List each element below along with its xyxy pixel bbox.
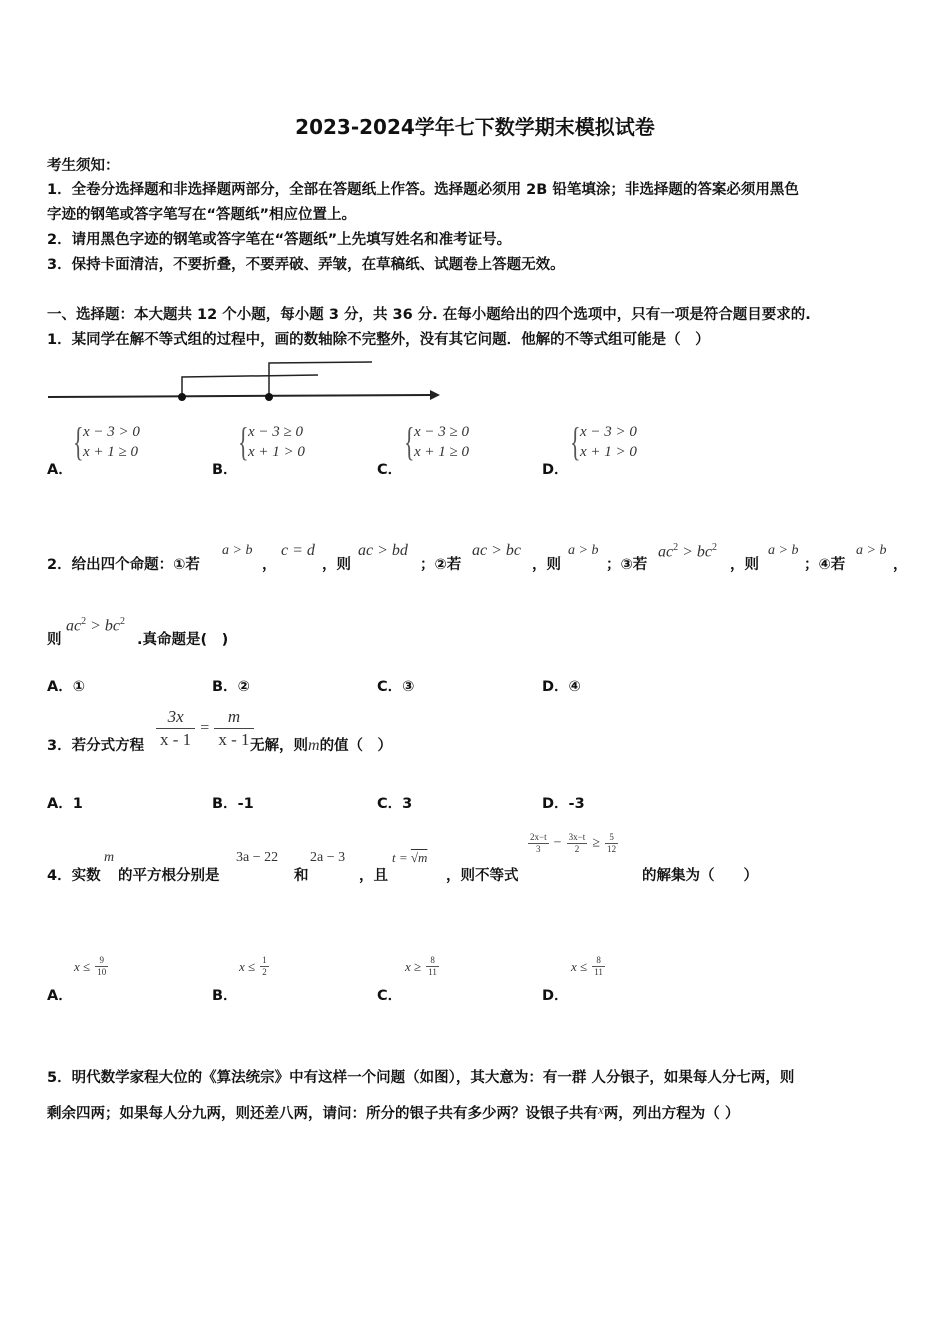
q2-text: ， [262,557,277,573]
denominator: 11 [428,967,437,977]
q2-text: ，则 [322,557,351,573]
option-value: 1 [72,796,83,812]
brace-icon: { [73,419,84,464]
exponent: 2 [712,542,718,553]
math-part: ac [658,543,674,561]
fraction [605,832,618,855]
q3-option-a[interactable] [47,792,83,813]
q2-math: a > b [768,543,799,558]
q4-option-c-value[interactable] [405,955,439,978]
option-value: -1 [237,796,254,812]
q2-math-ac2-final [66,616,125,635]
question-2-text-1: 2．给出四个命题：①若 [47,557,200,573]
q4-t-def [392,850,427,866]
system-line: x − 3 ≥ 0 [414,424,470,440]
q2-option-c[interactable] [377,675,414,696]
equals-sign: = [200,719,210,737]
q1-option-c-system[interactable] [404,419,470,464]
question-4-text-1: 4．实数 [47,868,101,884]
q4-option-c-label: C． [377,988,403,1004]
q2-text: ， [893,557,908,573]
notice-heading: 考生须知： [47,158,120,174]
denominator: x - 1 [160,730,192,749]
numerator: 5 [605,832,618,844]
option-label: D． [542,679,569,695]
q2-text: ；④若 [804,557,846,573]
brace-icon: { [238,419,249,464]
q4-option-d-value[interactable] [571,955,605,978]
q4-text: ，且 [359,868,388,884]
q3-equation [156,706,254,751]
page-title: 2023-2024学年七下数学期末模拟试卷 [295,115,655,139]
solution-bracket-1 [182,375,318,397]
numerator: 8 [592,955,605,967]
fraction [426,955,439,978]
q4-option-a-value[interactable] [74,955,108,978]
exponent: 2 [120,616,126,627]
system-line: x + 1 > 0 [580,444,637,460]
brace-icon: { [570,419,581,464]
number-line-figure [44,355,444,407]
numerator: m [214,706,253,729]
solution-bracket-2 [269,362,372,397]
fraction [528,832,549,855]
relation: x ≥ [405,959,422,974]
option-value: ③ [402,679,415,695]
question-1-stem: 1．某同学在解不等式组的过程中，画的数轴除不完整外，没有其它问题．他解的不等式组可能是（ ） [47,332,710,348]
q2-math: ac > bc [472,542,521,559]
q2-text: .真命题是( ) [137,632,229,648]
system-line: x + 1 ≥ 0 [83,444,139,460]
denominator: 3 [536,844,541,854]
q3-text-part: 的值（ ） [319,738,393,754]
fraction [156,706,195,751]
math-part: ac [66,617,82,635]
q3-text [250,734,392,755]
q1-option-b-label: B． [212,462,238,478]
number-line-axis [48,395,430,397]
q4-text: ，则不等式 [446,868,519,884]
option-label: A． [47,796,73,812]
q1-option-d-label: D． [542,462,569,478]
option-value: ② [237,679,250,695]
q5-var-x: x [598,1102,604,1117]
relation: x ≤ [74,959,91,974]
fraction [592,955,605,978]
exponent: 2 [81,616,87,627]
brace-icon: { [404,419,415,464]
numerator: 2x−t [530,832,547,842]
question-5-line-2 [47,1102,739,1123]
q2-text: ，则 [730,557,759,573]
denominator: x - 1 [218,730,250,749]
q3-option-c[interactable] [377,792,412,813]
option-label: B． [212,679,238,695]
numerator: 3x [156,706,195,729]
q1-option-a-label: A． [47,462,73,478]
option-label: C． [377,796,403,812]
q3-option-b[interactable] [212,792,254,813]
q2-math: a > b [856,543,887,558]
option-label: B． [212,796,238,812]
q4-text: 的解集为（ ） [642,868,758,884]
system-line: x + 1 > 0 [248,444,305,460]
q2-text: 则 [47,632,62,648]
system-line: x − 3 > 0 [83,424,140,440]
q5-text-part: 两，列出方程为（ ） [603,1106,740,1122]
q2-text: ，则 [532,557,561,573]
q2-text: ；②若 [420,557,462,573]
q3-var-m: m [308,737,320,754]
option-label: C． [377,679,403,695]
fraction [567,832,588,855]
question-3-text-1: 3．若分式方程 [47,738,145,754]
q2-option-a[interactable] [47,675,85,696]
q1-option-a-system[interactable] [73,419,140,464]
ge-sign: ≥ [592,835,601,851]
q4-text: 的平方根分别是 [118,868,220,884]
exponent: 2 [673,542,679,553]
relation: x ≤ [239,959,256,974]
minus-sign: − [553,835,562,851]
point-dot-2 [265,393,273,401]
q4-option-b-value[interactable] [239,955,269,978]
q2-math: a > b [568,543,599,558]
q4-inequality [528,832,618,855]
q4-option-d-label: D． [542,988,569,1004]
fraction [95,955,108,978]
section-heading: 一、选择题：本大题共 12 个小题，每小题 3 分，共 36 分. 在每小题给出的四个选项中，只有一项是符合题目要求的. [47,307,811,323]
option-value: 3 [402,796,413,812]
q2-math: c = d [281,542,315,559]
option-label: D． [542,796,569,812]
sqrt-icon: √m [410,850,428,865]
question-5-line-1: 5．明代数学家程大位的《算法统宗》中有这样一个问题（如图），其大意为：有一群 人分银子，如果每人分七两，则 [47,1070,795,1086]
q2-option-d[interactable] [542,675,581,696]
q2-option-b[interactable] [212,675,250,696]
q3-option-d[interactable] [542,792,585,813]
option-value: ④ [568,679,581,695]
denominator: 2 [574,844,580,854]
numerator: 9 [95,955,108,967]
q4-option-b-label: B． [212,988,238,1004]
notice-item-1: 1．全卷分选择题和非选择题两部分，全部在答题纸上作答。选择题必须用 2B 铅笔填涂；非选择题的答案必须用黑色 [47,182,799,198]
denominator: 10 [97,967,107,977]
math-part: > bc [682,543,713,561]
q4-option-a-label: A． [47,988,73,1004]
q4-expr-1: 3a − 22 [236,850,279,865]
denominator: 11 [594,967,603,977]
q1-option-b-system[interactable] [238,419,305,464]
system-line: x + 1 ≥ 0 [414,444,470,460]
q1-option-d-system[interactable] [570,419,637,464]
option-label: A． [47,679,73,695]
numerator: 1 [262,955,267,965]
notice-item-1-cont: 字迹的钢笔或答字笔写在“答题纸”相应位置上。 [47,207,357,223]
q2-math: a > b [222,543,253,558]
denominator: 2 [262,967,267,977]
fraction [214,706,253,751]
fraction [260,955,269,978]
q1-option-c-label: C． [377,462,403,478]
option-value: -3 [568,796,585,812]
q2-text: ；③若 [606,557,648,573]
math-part: > bc [90,617,121,635]
denominator: 12 [607,844,617,854]
q2-math-ac2 [658,542,717,561]
number-line-arrow [430,390,440,400]
system-line: x − 3 > 0 [580,424,637,440]
relation: x ≤ [571,959,588,974]
q5-text-part: 剩余四两；如果每人分九两，则还差八两，请问：所分的银子共有多少两？设银子共有 [47,1106,598,1122]
q3-text-part: 无解，则 [250,738,308,754]
q4-t-lhs: t = [392,850,408,865]
q4-var-m: m [104,850,115,865]
option-value: ① [72,679,86,695]
point-dot-1 [178,393,186,401]
notice-item-3: 3．保持卡面清洁，不要折叠，不要弄破、弄皱，在草稿纸、试题卷上答题无效。 [47,257,565,273]
q2-math: ac > bd [358,542,408,559]
q4-expr-2: 2a − 3 [310,850,346,865]
system-line: x − 3 ≥ 0 [248,424,304,440]
numerator: 3x−t [568,832,586,842]
numerator: 8 [426,955,439,967]
notice-item-2: 2．请用黑色字迹的钢笔或答字笔在“答题纸”上先填写姓名和准考证号。 [47,232,512,248]
q4-text: 和 [294,868,309,884]
